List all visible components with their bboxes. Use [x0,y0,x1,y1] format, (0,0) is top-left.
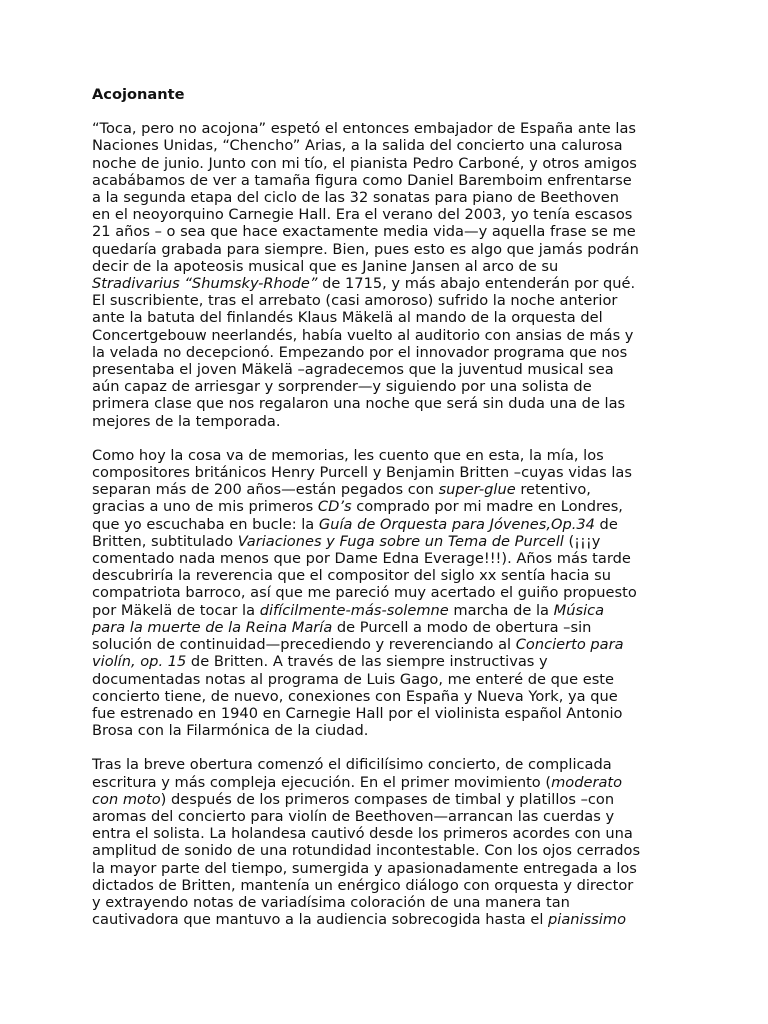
text-run: mejores de la temporada. [92,412,281,430]
text-run: quedaría grabada para siempre. Bien, pues esto es algo que jamás podrán [92,240,639,258]
text-line [92,756,682,773]
text-run: documentadas notas al programa de Luis Gago, me enteré de que este [92,670,614,688]
text-line [92,447,682,464]
text-line [92,705,682,722]
text-line [92,516,682,533]
text-line [92,791,682,808]
text-run: gracias a uno de mis primeros [92,498,318,516]
text-run: marcha de la [448,601,554,619]
text-run: a la segunda etapa del ciclo de las 32 sonatas para piano de Beethoven [92,189,619,207]
paragraph [92,120,682,430]
italic-text: Concierto para [515,636,624,654]
text-line [92,602,682,619]
text-run: la mayor parte del tiempo, sumergida y apasionadamente entregada a los [92,859,637,877]
text-line [92,189,682,206]
text-run: Concertgebouw neerlandés, había vuelto al auditorio con ansias de más y [92,326,634,344]
text-line [92,584,682,601]
text-run: ante la batuta del finlandés Klaus Mäkelä al mando de la orquesta del [92,309,603,327]
text-run: por Mäkelä de tocar la [92,601,260,619]
text-run: en el neoyorquino Carnegie Hall. Era el verano del 2003, yo tenía escasos [92,206,633,224]
text-run: comprado por mi madre en Londres, [351,498,623,516]
text-line [92,223,682,240]
text-line [92,309,682,326]
italic-text: CD’s [317,498,352,516]
text-line [92,688,682,705]
document-title: Acojonante [92,86,185,103]
text-run: que yo escuchaba en bucle: la [92,515,319,533]
italic-text: super-glue [438,481,516,499]
text-run: solución de continuidad—precediendo y reverenciando al [92,636,516,654]
text-line [92,275,682,292]
text-line [92,567,682,584]
text-line [92,137,682,154]
text-run: El suscribiente, tras el arrebato (casi amoroso) sufrido la noche anterior [92,292,618,310]
text-line [92,155,682,172]
text-line [92,653,682,670]
text-line [92,241,682,258]
text-run: descubriría la reverencia que el compositor del siglo xx sentía hacia su [92,567,611,585]
text-line [92,550,682,567]
text-run: (¡¡¡y [563,532,601,550]
text-run: la velada no decepcionó. Empezando por el innovador programa que nos [92,343,628,361]
text-line [92,413,682,430]
text-run: primera clase que nos regalaron una noche que será sin duda una de las [92,395,626,413]
text-line [92,361,682,378]
text-run: presentaba el joven Mäkelä –agradecemos que la juventud musical sea [92,361,614,379]
text-run: Brosa con la Filarmónica de la ciudad. [92,722,369,740]
text-line [92,327,682,344]
italic-text: para la muerte de la Reina María [92,618,333,636]
text-line [92,395,682,412]
italic-text: violín, op. 15 [92,653,187,671]
text-line [92,636,682,653]
text-run: aromas del concierto para violín de Beethoven—arrancan las cuerdas y [92,807,615,825]
text-line [92,722,682,739]
text-line [92,172,682,189]
text-line [92,671,682,688]
text-run: compatriota barroco, así que me pareció muy acertado el guiño propuesto [92,584,637,602]
text-run: Tras la breve obertura comenzó el dificilísimo concierto, de complicada [92,756,612,774]
text-run: fue estrenado en 1940 en Carnegie Hall por el violinista español Antonio [92,704,623,722]
text-run: retentivo, [515,481,591,499]
text-run: decir de la apoteosis musical que es Janine Jansen al arco de su [92,257,559,275]
text-line [92,481,682,498]
italic-text: moderato [551,773,623,791]
text-run: Como hoy la cosa va de memorias, les cuento que en esta, la mía, los [92,446,604,464]
text-run: de 1715, y más abajo entenderán por qué. [317,275,636,293]
text-run: de [594,515,618,533]
italic-text: Guía de Orquesta para Jóvenes,Op.34 [318,515,595,533]
text-run: entra el solista. La holandesa cautivó desde los primeros acordes con una [92,825,633,843]
text-run: y extrayendo notas de variadísima coloración de una manera tan [92,893,570,911]
text-line [92,258,682,275]
text-run: ) después de los primeros compases de timbal y platillos –con [160,790,615,808]
text-line [92,533,682,550]
text-run: Naciones Unidas, “Chencho” Arias, a la salida del concierto una calurosa [92,137,623,155]
text-run: amplitud de sonido de una rotundidad incontestable. Con los ojos cerrados [92,842,641,860]
text-line [92,120,682,137]
text-run: aún capaz de arriesgar y sorprender—y siguiendo por una solista de [92,378,592,396]
text-line [92,911,682,928]
text-line [92,825,682,842]
text-line [92,619,682,636]
text-line [92,877,682,894]
paragraph [92,447,682,739]
text-run: escritura y más compleja ejecución. En el primer movimiento ( [92,773,552,791]
italic-text: Música [553,601,605,619]
text-line [92,378,682,395]
text-line [92,292,682,309]
paragraph [92,756,682,928]
text-run: 21 años – o sea que hace exactamente media vida—y aquella frase se me [92,223,636,241]
text-line [92,774,682,791]
text-run: acabábamos de ver a tamaña figura como Daniel Baremboim enfrentarse [92,171,632,189]
document-page [92,86,682,945]
text-line [92,808,682,825]
text-run: noche de junio. Junto con mi tío, el pianista Pedro Carboné, y otros amigos [92,154,637,172]
text-run: separan más de 200 años—están pegados con [92,481,439,499]
text-run: concierto tiene, de nuevo, conexiones con España y Nueva York, ya que [92,687,618,705]
text-line [92,894,682,911]
text-run: “Toca, pero no acojona” espetó el entonces embajador de España ante las [92,120,637,138]
text-line [92,206,682,223]
text-run: cautivadora que mantuvo a la audiencia sobrecogida hasta el [92,911,549,929]
text-run: de Purcell a modo de obertura –sin [332,618,592,636]
text-line [92,860,682,877]
text-line [92,344,682,361]
text-line [92,498,682,515]
text-run: de Britten. A través de las siempre instructivas y [186,653,548,671]
italic-text: difícilmente-más-solemne [259,601,449,619]
text-line [92,842,682,859]
italic-text: Stradivarius “Shumsky-Rhode” [92,275,318,293]
document-body [92,120,682,928]
text-run: compositores británicos Henry Purcell y Benjamin Britten –cuyas vidas las [92,464,632,482]
italic-text: pianissimo [548,911,627,929]
text-run: dictados de Britten, mantenía un enérgico diálogo con orquesta y director [92,876,634,894]
italic-text: Variaciones y Fuga sobre un Tema de Purcell [237,532,564,550]
text-line [92,464,682,481]
italic-text: con moto [92,790,161,808]
text-run: comentado nada menos que por Dame Edna Everage!!!). Años más tarde [92,550,631,568]
text-run: Britten, subtitulado [92,532,238,550]
